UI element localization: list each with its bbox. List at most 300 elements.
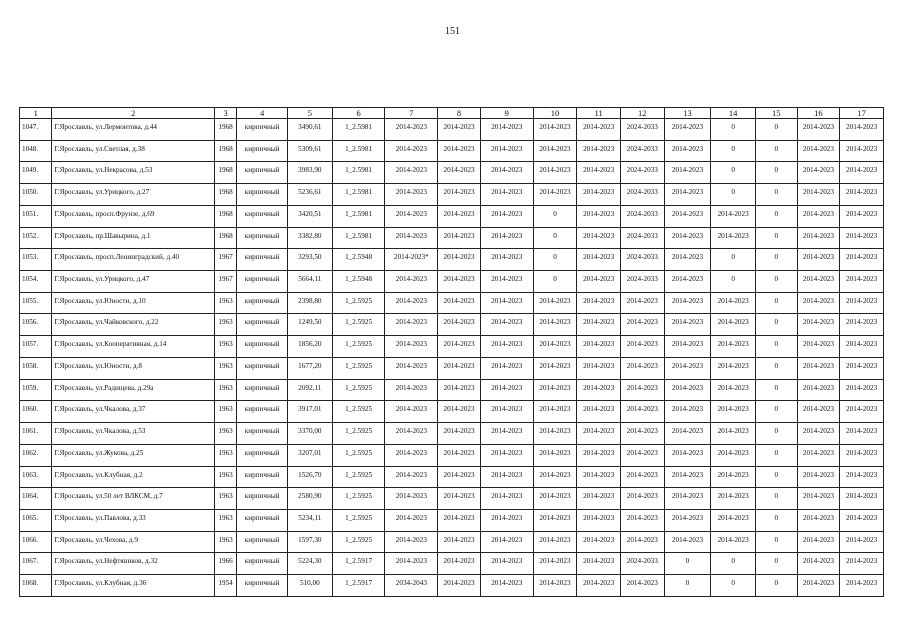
column-header: 5 <box>288 108 333 119</box>
table-row <box>20 119 884 141</box>
table-cell: 1856,20 <box>288 336 333 358</box>
header-row <box>20 108 884 119</box>
table-cell: 0 <box>755 553 797 575</box>
table-cell: 2014-2023 <box>480 271 533 293</box>
column-header: 9 <box>480 108 533 119</box>
table-cell: 1_2.5925 <box>332 401 385 423</box>
table-cell: 2014-2023 <box>438 162 481 184</box>
table-cell: 0 <box>711 575 756 597</box>
table-cell: 2014-2023 <box>797 292 840 314</box>
table-cell: 1_2.5925 <box>332 292 385 314</box>
table-cell: Г.Ярославль, ул.Некрасова, д.53 <box>52 162 214 184</box>
table-cell: 2014-2023 <box>840 314 884 336</box>
table-cell: 2014-2023 <box>480 162 533 184</box>
table-cell: 1_2.5925 <box>332 314 385 336</box>
table-cell: 1060. <box>20 401 52 423</box>
table-cell: 2014-2023 <box>438 509 481 531</box>
table-cell: 2014-2023 <box>711 466 756 488</box>
table-cell: Г.Ярославль, ул.50 лет ВЛКСМ, д.7 <box>52 488 214 510</box>
table-cell: 2014-2023 <box>533 314 577 336</box>
table-cell: 2014-2023 <box>620 488 664 510</box>
table-cell: 0 <box>755 140 797 162</box>
table-cell: 2014-2023 <box>620 401 664 423</box>
table-cell: 0 <box>711 184 756 206</box>
table-cell: 0 <box>755 401 797 423</box>
table-cell: 2014-2023 <box>533 357 577 379</box>
table-cell: 2014-2023 <box>797 553 840 575</box>
page-number: 151 <box>445 26 460 37</box>
table-cell: 2014-2023* <box>385 249 438 271</box>
table-cell: 3207,01 <box>288 444 333 466</box>
table-cell: 2014-2023 <box>797 357 840 379</box>
table-cell: 2014-2023 <box>533 575 577 597</box>
table-cell: 1067. <box>20 553 52 575</box>
table-cell: 2024-2033 <box>620 205 664 227</box>
table-cell: 2014-2023 <box>797 162 840 184</box>
housing-registry-table <box>19 107 884 597</box>
table-cell: 2014-2023 <box>480 466 533 488</box>
table-cell: 2014-2023 <box>840 509 884 531</box>
table-cell: 2092,11 <box>288 379 333 401</box>
table-cell: 2014-2023 <box>711 531 756 553</box>
table-cell: 2024-2033 <box>620 140 664 162</box>
table-cell: кирпичный <box>237 401 288 423</box>
table-cell: 2014-2023 <box>577 531 621 553</box>
table-cell: 2014-2023 <box>385 423 438 445</box>
table-cell: 2014-2023 <box>840 336 884 358</box>
table-cell: 5224,30 <box>288 553 333 575</box>
table-cell: 2014-2023 <box>620 466 664 488</box>
table-cell: 1963 <box>214 444 236 466</box>
table-cell: 2014-2023 <box>797 401 840 423</box>
table-cell: 2014-2023 <box>664 466 711 488</box>
table-cell: 0 <box>533 249 577 271</box>
table-cell: 2014-2023 <box>438 379 481 401</box>
table-row <box>20 488 884 510</box>
table-cell: 1677,20 <box>288 357 333 379</box>
table-cell: 0 <box>755 531 797 553</box>
table-cell: 2014-2023 <box>664 119 711 141</box>
table-cell: 2014-2023 <box>620 531 664 553</box>
column-header: 15 <box>755 108 797 119</box>
table-row <box>20 379 884 401</box>
table-cell: 2014-2023 <box>480 140 533 162</box>
column-header: 8 <box>438 108 481 119</box>
table-cell: 2014-2023 <box>385 357 438 379</box>
table-cell: 1058. <box>20 357 52 379</box>
table-cell: 2014-2023 <box>620 423 664 445</box>
table-cell: 0 <box>533 271 577 293</box>
table-cell: 1062. <box>20 444 52 466</box>
table-cell: 1963 <box>214 314 236 336</box>
table-cell: 2014-2023 <box>577 227 621 249</box>
table-cell: 1_2.5925 <box>332 379 385 401</box>
table-cell: 2014-2023 <box>385 140 438 162</box>
table-cell: 2014-2023 <box>385 119 438 141</box>
table-cell: 0 <box>755 466 797 488</box>
table-cell: Г.Ярославль, просп.Ленинградский, д.40 <box>52 249 214 271</box>
table-cell: 2014-2023 <box>577 466 621 488</box>
table-cell: 2014-2023 <box>438 184 481 206</box>
table-cell: 1967 <box>214 249 236 271</box>
table-cell: 2014-2023 <box>577 401 621 423</box>
table-cell: 2014-2023 <box>533 423 577 445</box>
table-cell: 2014-2023 <box>438 140 481 162</box>
table-cell: 3382,80 <box>288 227 333 249</box>
table-cell: 2014-2023 <box>480 553 533 575</box>
table-cell: 1_2.5981 <box>332 140 385 162</box>
table-cell: 2014-2023 <box>664 205 711 227</box>
table-cell: Г.Ярославль, ул.Клубная, д.2 <box>52 466 214 488</box>
table-cell: 3983,90 <box>288 162 333 184</box>
table-cell: 1_2.5981 <box>332 184 385 206</box>
table-cell: 2014-2023 <box>577 119 621 141</box>
table-cell: 2014-2023 <box>664 271 711 293</box>
table-cell: 2014-2023 <box>533 162 577 184</box>
table-cell: кирпичный <box>237 531 288 553</box>
table-cell: 1968 <box>214 227 236 249</box>
table-cell: 2014-2023 <box>385 531 438 553</box>
table-cell: 0 <box>755 162 797 184</box>
table-cell: 2014-2023 <box>577 162 621 184</box>
table-cell: 2014-2023 <box>664 509 711 531</box>
table-cell: 2014-2023 <box>438 357 481 379</box>
table-row <box>20 205 884 227</box>
table-cell: 2014-2023 <box>797 466 840 488</box>
table-cell: 3293,50 <box>288 249 333 271</box>
column-header: 4 <box>237 108 288 119</box>
table-cell: 2014-2023 <box>664 336 711 358</box>
table-row <box>20 444 884 466</box>
table-row <box>20 184 884 206</box>
table-cell: 2014-2023 <box>480 423 533 445</box>
table-row <box>20 357 884 379</box>
table-cell: 1968 <box>214 140 236 162</box>
table-cell: 2014-2023 <box>533 466 577 488</box>
table-cell: 1_2.5981 <box>332 162 385 184</box>
table-cell: 2014-2023 <box>797 271 840 293</box>
table-cell: 1057. <box>20 336 52 358</box>
table-row <box>20 401 884 423</box>
table-cell: Г.Ярославль, ул.Юности, д.8 <box>52 357 214 379</box>
table-cell: 1056. <box>20 314 52 336</box>
column-header: 10 <box>533 108 577 119</box>
table-cell: 5236,61 <box>288 184 333 206</box>
table-cell: 0 <box>755 119 797 141</box>
table-cell: кирпичный <box>237 227 288 249</box>
table-cell: 2014-2023 <box>577 357 621 379</box>
table-cell: Г.Ярославль, ул.Жукова, д.25 <box>52 444 214 466</box>
table-cell: 2014-2023 <box>620 292 664 314</box>
table-cell: 2024-2033 <box>620 249 664 271</box>
table-cell: 1_2.5925 <box>332 531 385 553</box>
table-cell: 2014-2023 <box>711 336 756 358</box>
table-cell: 5664,11 <box>288 271 333 293</box>
table-cell: 1049. <box>20 162 52 184</box>
table-cell: 2014-2023 <box>840 488 884 510</box>
table-row <box>20 575 884 597</box>
table-cell: 2014-2023 <box>577 488 621 510</box>
table-cell: 1052. <box>20 227 52 249</box>
table-cell: 1050. <box>20 184 52 206</box>
table-cell: 2014-2023 <box>577 314 621 336</box>
table-cell: 1063. <box>20 466 52 488</box>
table-cell: 2014-2023 <box>480 314 533 336</box>
table-cell: 2014-2023 <box>840 401 884 423</box>
table-cell: 2014-2023 <box>438 444 481 466</box>
table-cell: 2014-2023 <box>664 488 711 510</box>
table-cell: 2014-2023 <box>797 575 840 597</box>
table-cell: 2014-2023 <box>533 444 577 466</box>
table-cell: кирпичный <box>237 140 288 162</box>
table-cell: 2014-2023 <box>620 509 664 531</box>
table-cell: 2014-2023 <box>385 162 438 184</box>
table-cell: 2024-2033 <box>620 227 664 249</box>
table-cell: 0 <box>755 292 797 314</box>
table-cell: 2014-2023 <box>797 249 840 271</box>
table-cell: 2014-2023 <box>385 205 438 227</box>
table-cell: 2014-2023 <box>840 227 884 249</box>
table-cell: 2014-2023 <box>840 184 884 206</box>
table-cell: 2024-2033 <box>620 184 664 206</box>
table-cell: 1963 <box>214 336 236 358</box>
table-cell: 0 <box>755 314 797 336</box>
table-cell: кирпичный <box>237 314 288 336</box>
table-cell: 2014-2023 <box>840 140 884 162</box>
table-cell: 1_2.5981 <box>332 119 385 141</box>
table-cell: 2014-2023 <box>438 227 481 249</box>
table-row <box>20 531 884 553</box>
table-cell: 2014-2023 <box>664 401 711 423</box>
table-cell: 1_2.5948 <box>332 249 385 271</box>
table-cell: 1968 <box>214 184 236 206</box>
table-cell: 2014-2023 <box>438 314 481 336</box>
table-cell: 2014-2023 <box>577 271 621 293</box>
table-cell: Г.Ярославль, ул.Чехова, д.9 <box>52 531 214 553</box>
table-cell: 2014-2023 <box>711 401 756 423</box>
table-cell: 2014-2023 <box>577 184 621 206</box>
table-cell: 1968 <box>214 119 236 141</box>
table-cell: кирпичный <box>237 379 288 401</box>
table-cell: 0 <box>755 249 797 271</box>
table-cell: 2014-2023 <box>533 336 577 358</box>
table-cell: 0 <box>755 227 797 249</box>
table-cell: 2014-2023 <box>480 531 533 553</box>
table-cell: 1967 <box>214 271 236 293</box>
table-cell: 2014-2023 <box>620 314 664 336</box>
table-cell: 2014-2023 <box>577 292 621 314</box>
table-cell: 2014-2023 <box>385 509 438 531</box>
table-cell: Г.Ярославль, ул.Чкалова, д.53 <box>52 423 214 445</box>
table-row <box>20 140 884 162</box>
table-cell: 2014-2023 <box>480 336 533 358</box>
table-cell: 2014-2023 <box>480 509 533 531</box>
table-cell: 1054. <box>20 271 52 293</box>
table-cell: 0 <box>711 271 756 293</box>
table-cell: 1968 <box>214 162 236 184</box>
table-cell: 1_2.5981 <box>332 205 385 227</box>
table-cell: 2014-2023 <box>840 162 884 184</box>
table-cell: кирпичный <box>237 249 288 271</box>
column-header: 1 <box>20 108 52 119</box>
table-cell: 2014-2023 <box>533 379 577 401</box>
table-cell: 1061. <box>20 423 52 445</box>
table-cell: 2014-2023 <box>840 575 884 597</box>
table-cell: 2014-2023 <box>438 401 481 423</box>
table-cell: Г.Ярославль, ул.Радищева, д.29а <box>52 379 214 401</box>
table-cell: кирпичный <box>237 553 288 575</box>
table-cell: 2014-2023 <box>711 444 756 466</box>
table-cell: 2014-2023 <box>840 205 884 227</box>
table-cell: 2014-2023 <box>480 488 533 510</box>
table-row <box>20 162 884 184</box>
table-cell: 2014-2023 <box>480 249 533 271</box>
table-cell: 2014-2023 <box>664 357 711 379</box>
table-cell: кирпичный <box>237 292 288 314</box>
table-cell: 2014-2023 <box>438 205 481 227</box>
table-cell: 2014-2023 <box>620 444 664 466</box>
table-cell: 0 <box>755 488 797 510</box>
table-cell: 0 <box>533 205 577 227</box>
table-cell: 0 <box>755 184 797 206</box>
table-cell: 0 <box>755 336 797 358</box>
table-cell: 0 <box>755 509 797 531</box>
table-cell: 2014-2023 <box>385 271 438 293</box>
table-cell: 2014-2023 <box>577 336 621 358</box>
table-cell: 2014-2023 <box>385 227 438 249</box>
table-cell: 2014-2023 <box>385 184 438 206</box>
table-cell: 1_2.5981 <box>332 227 385 249</box>
table-cell: 1053. <box>20 249 52 271</box>
table-cell: Г.Ярославль, ул.Урицкого, д.47 <box>52 271 214 293</box>
table-cell: 2014-2023 <box>577 379 621 401</box>
column-header: 7 <box>385 108 438 119</box>
table-cell: 1_2.5925 <box>332 357 385 379</box>
table-row <box>20 553 884 575</box>
table-cell: 2014-2023 <box>620 357 664 379</box>
table-cell: 2014-2023 <box>438 423 481 445</box>
table-cell: 2014-2023 <box>664 423 711 445</box>
table-cell: 2014-2023 <box>385 466 438 488</box>
table-cell: 1963 <box>214 401 236 423</box>
table-cell: 2014-2023 <box>664 162 711 184</box>
table-cell: 2014-2023 <box>438 249 481 271</box>
table-cell: 1_2.5917 <box>332 575 385 597</box>
table-cell: 2014-2023 <box>797 423 840 445</box>
table-cell: 2014-2023 <box>577 140 621 162</box>
table-cell: Г.Ярославль, просп.Фрунзе, д.69 <box>52 205 214 227</box>
table-cell: 1051. <box>20 205 52 227</box>
table-cell: 2014-2023 <box>840 531 884 553</box>
table-cell: 2014-2023 <box>664 292 711 314</box>
table-cell: 1068. <box>20 575 52 597</box>
table-cell: 2014-2023 <box>480 227 533 249</box>
table-cell: 2398,80 <box>288 292 333 314</box>
column-header: 17 <box>840 108 884 119</box>
table-cell: кирпичный <box>237 509 288 531</box>
table-cell: 2014-2023 <box>577 575 621 597</box>
table-cell: 2014-2023 <box>840 271 884 293</box>
table-cell: 1966 <box>214 553 236 575</box>
table-cell: 2014-2023 <box>533 509 577 531</box>
table-cell: кирпичный <box>237 336 288 358</box>
table-cell: 2014-2023 <box>577 509 621 531</box>
table-cell: 2014-2023 <box>438 553 481 575</box>
table-cell: 2014-2023 <box>840 466 884 488</box>
table-cell: 2014-2023 <box>797 227 840 249</box>
table-cell: 2014-2023 <box>664 379 711 401</box>
table-cell: 2014-2023 <box>577 553 621 575</box>
table-cell: кирпичный <box>237 466 288 488</box>
column-header: 14 <box>711 108 756 119</box>
table-cell: 0 <box>664 575 711 597</box>
table-cell: 2014-2023 <box>480 357 533 379</box>
table-cell: кирпичный <box>237 205 288 227</box>
table-cell: 1963 <box>214 509 236 531</box>
table-cell: 2014-2023 <box>620 575 664 597</box>
table-cell: 2014-2023 <box>664 227 711 249</box>
table-cell: 2014-2023 <box>840 249 884 271</box>
table-cell: 2014-2023 <box>533 184 577 206</box>
table-cell: 1526,70 <box>288 466 333 488</box>
table-cell: 2014-2023 <box>438 488 481 510</box>
table-cell: 2014-2023 <box>797 531 840 553</box>
table-row <box>20 509 884 531</box>
table-row <box>20 249 884 271</box>
table-cell: 2014-2023 <box>797 488 840 510</box>
table-cell: Г.Ярославль, ул.Лермонтова, д.44 <box>52 119 214 141</box>
table-cell: 2014-2023 <box>797 184 840 206</box>
table-cell: 2024-2033 <box>620 162 664 184</box>
table-cell: Г.Ярославль, ул.Урицкого, д.27 <box>52 184 214 206</box>
table-cell: 0 <box>711 249 756 271</box>
table-cell: 2014-2023 <box>840 119 884 141</box>
table-body <box>20 119 884 597</box>
table-cell: 2014-2023 <box>480 205 533 227</box>
table-cell: 2014-2023 <box>840 357 884 379</box>
table-cell: 1_2.5948 <box>332 271 385 293</box>
table-cell: 2014-2023 <box>385 553 438 575</box>
table-cell: 2014-2023 <box>385 379 438 401</box>
table-cell: 2014-2023 <box>711 509 756 531</box>
table-cell: 2014-2023 <box>577 423 621 445</box>
table-cell: 1968 <box>214 205 236 227</box>
table-cell: 2014-2023 <box>533 488 577 510</box>
table-cell: 2014-2023 <box>797 205 840 227</box>
table-cell: 2014-2023 <box>577 249 621 271</box>
table-cell: 0 <box>711 119 756 141</box>
table-cell: Г.Ярославль, ул.Юности, д.10 <box>52 292 214 314</box>
table-cell: 2014-2023 <box>797 119 840 141</box>
table-row <box>20 423 884 445</box>
table-cell: 3370,00 <box>288 423 333 445</box>
table-cell: кирпичный <box>237 575 288 597</box>
column-header: 3 <box>214 108 236 119</box>
table-cell: 2014-2023 <box>797 509 840 531</box>
table-cell: 3490,61 <box>288 119 333 141</box>
table-cell: 1963 <box>214 423 236 445</box>
table-cell: 2014-2023 <box>620 336 664 358</box>
table-cell: кирпичный <box>237 488 288 510</box>
table-cell: 1963 <box>214 488 236 510</box>
table-cell: 1_2.5925 <box>332 444 385 466</box>
table-cell: 1_2.5925 <box>332 488 385 510</box>
table-cell: 2014-2023 <box>533 140 577 162</box>
table-cell: 1048. <box>20 140 52 162</box>
table-cell: 2014-2023 <box>711 314 756 336</box>
table-cell: 2014-2023 <box>385 292 438 314</box>
table-cell: Г.Ярославль, пр.Шавырина, д.1 <box>52 227 214 249</box>
